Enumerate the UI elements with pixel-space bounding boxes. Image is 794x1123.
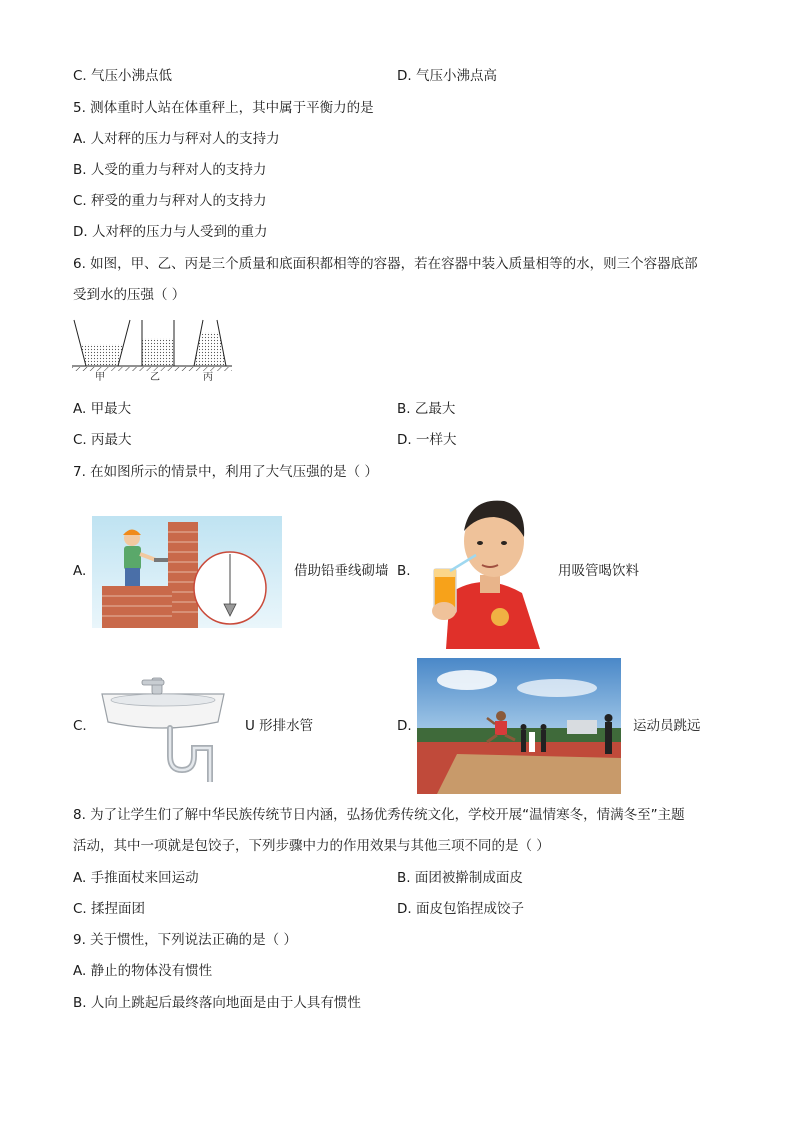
q7-option-d-letter: D. [397,718,412,734]
q6-stem-line1: 6. 如图，甲、乙、丙是三个质量和底面积都相等的容器，若在容器中装入质量相等的水，则三个容器底部 [73,256,698,272]
q7-option-a-caption: 借助铅垂线砌墙 [294,563,389,579]
q9-option-b: B. 人向上跳起后最终落向地面是由于人具有惯性 [73,995,361,1011]
label-bing: 丙 [203,372,213,383]
ground-hatch [72,367,232,371]
q8-option-b: B. 面团被擀制成面皮 [397,870,523,886]
q5-option-d: D. 人对秤的压力与人受到的重力 [73,224,268,240]
q6-option-c: C. 丙最大 [73,432,132,448]
container-yi [142,320,174,366]
q8-option-d: D. 面皮包馅捏成饺子 [397,901,524,917]
q9-option-a: A. 静止的物体没有惯性 [73,963,213,979]
q8-stem-line1: 8. 为了让学生们了解中华民族传统节日内涵，弘扬优秀传统文化，学校开展“温情寒冬，情满冬至”主题 [73,807,685,823]
q6-stem-line2: 受到水的压强（ ） [73,287,186,303]
q6-option-a: A. 甲最大 [73,401,132,417]
label-jia: 甲 [95,372,105,383]
q5-option-a: A. 人对秤的压力与秤对人的支持力 [73,131,280,147]
plumb-line-image [92,516,282,628]
q5-option-c: C. 秤受的重力与秤对人的支持力 [73,193,267,209]
boy-drinking-image [422,493,546,649]
q7-stem: 7. 在如图所示的情景中，利用了大气压强的是（ ） [73,464,378,480]
long-jump-image [417,658,621,794]
q7-option-c-caption: U 形排水管 [245,718,314,734]
q8-option-c: C. 揉捏面团 [73,901,146,917]
container-bing [194,320,226,366]
q7-option-a-letter: A. [73,563,87,579]
q6-option-d: D. 一样大 [397,432,457,448]
q7-option-c-letter: C. [73,718,87,734]
q7-option-b-caption: 用吸管喝饮料 [558,563,639,579]
q7-option-d-caption: 运动员跳远 [633,718,701,734]
q4-option-c: C. 气压小沸点低 [73,68,173,84]
label-yi: 乙 [150,372,160,383]
q9-stem: 9. 关于惯性，下列说法正确的是（ ） [73,932,297,948]
q6-option-b: B. 乙最大 [397,401,456,417]
sand-pit [437,754,621,794]
sink-u-trap-image [98,672,228,782]
q8-stem-line2: 活动，其中一项就是包饺子，下列步骤中力的作用效果与其他三项不同的是（ ） [73,838,550,854]
q5-stem: 5. 测体重时人站在体重秤上，其中属于平衡力的是 [73,100,374,116]
plumb-bob-detail [194,552,266,624]
q7-option-b-letter: B. [397,563,411,579]
container-jia [74,320,130,366]
q5-option-b: B. 人受的重力与秤对人的支持力 [73,162,267,178]
q8-option-a: A. 手推面杖来回运动 [73,870,199,886]
q4-option-d: D. 气压小沸点高 [397,68,497,84]
